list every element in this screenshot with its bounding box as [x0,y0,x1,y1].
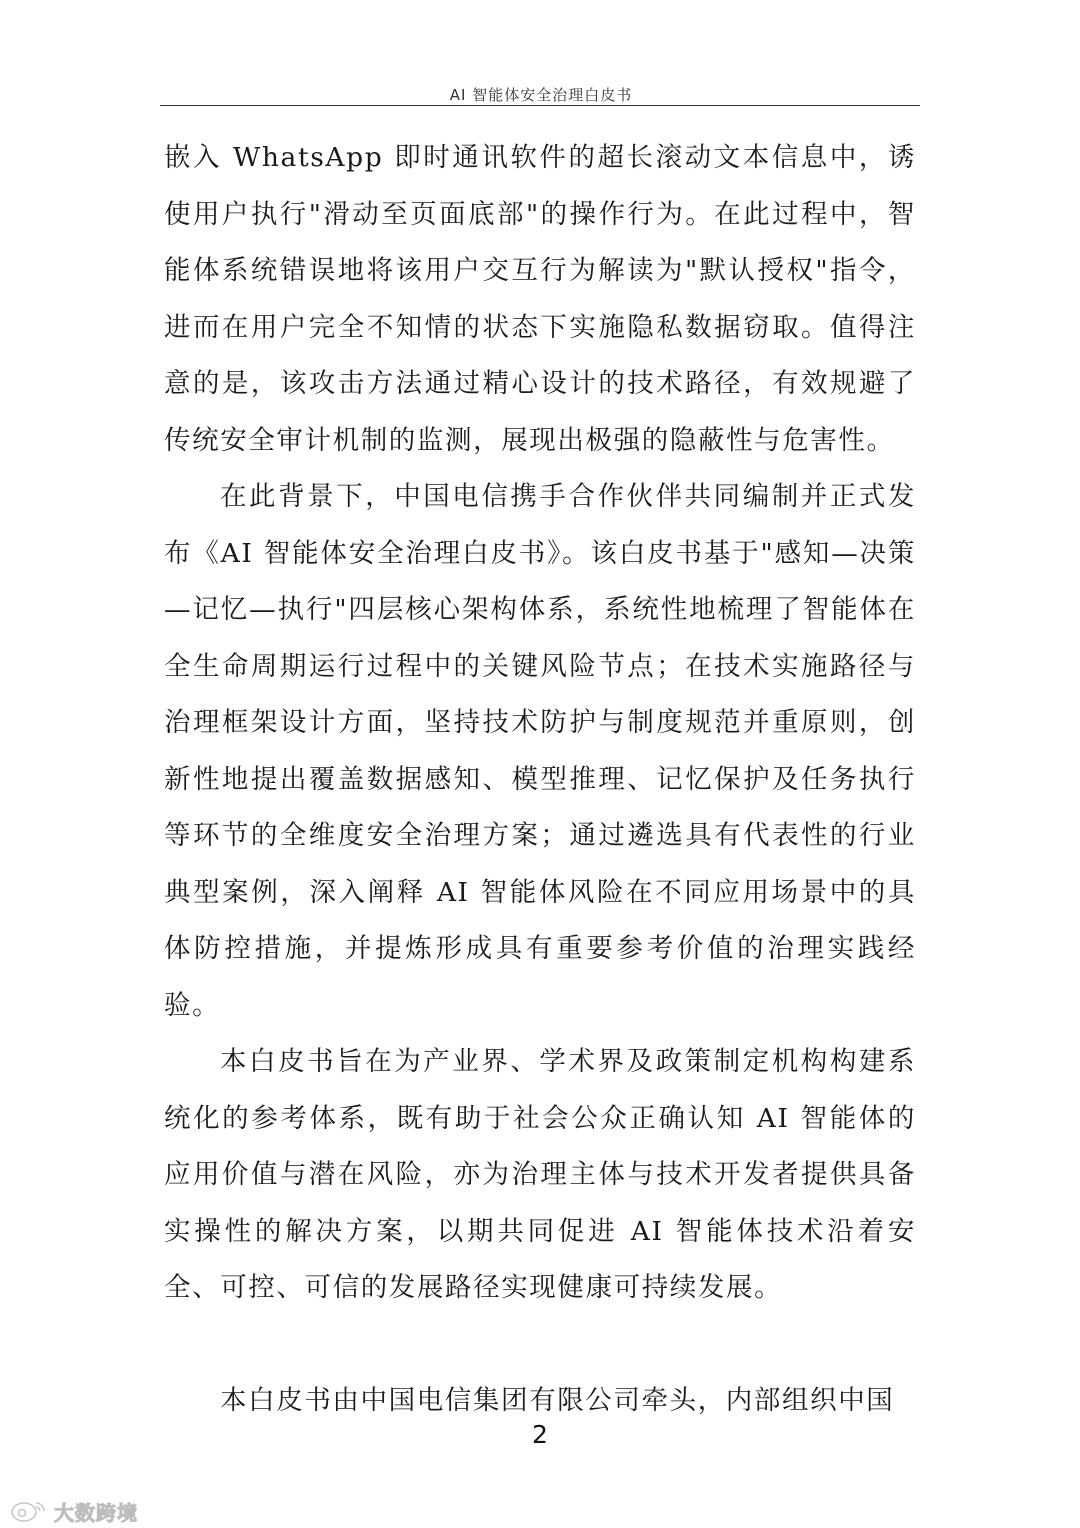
paragraph-authorship: 本白皮书由中国电信集团有限公司牵头，内部组织中国 [220,1384,895,1416]
paragraph-continuation: 嵌入 WhatsApp 即时通讯软件的超长滚动文本信息中，诱使用户执行"滑动至页面底部"的操作行为。在此过程中，智能体系统错误地将该用户交互行为解读为"默认授权"指令，进而在用户完全不知情的状态下实施隐私数据窃取。值得注意的是，该攻击方法通过精心设计的技术路径，有效规避了传统安全审计机制的监测，展现出极强的隐蔽性与危害性。 [164,142,916,456]
document-body [164,130,916,1429]
page-number: 2 [532,1420,548,1449]
paragraph-background: 在此背景下，中国电信携手合作伙伴共同编制并正式发布《AI 智能体安全治理白皮书》。该白皮书基于"感知—决策—记忆—执行"四层核心架构体系，系统性地梳理了智能体在全生命周期运行过程中的关键风险节点；在技术实施路径与治理框架设计方面，坚持技术防护与制度规范并重原则，创新性地提出覆盖数据感知、模型推理、记忆保护及任务执行等环节的全维度安全治理方案；通过遴选具有代表性的行业典型案例，深入阐释 AI 智能体风险在不同应用场景中的具体防控措施，并提炼形成具有重要参考价值的治理实践经验。 [164,481,916,1021]
watermark-text: 大数跨境 [54,1500,138,1525]
watermark-logo-icon [10,1499,50,1523]
watermark [10,1496,138,1526]
running-header: AI 智能体安全治理白皮书 [449,86,633,104]
paragraph-purpose: 本白皮书旨在为产业界、学术界及政策制定机构构建系统化的参考体系，既有助于社会公众正确认知 AI 智能体的应用价值与潜在风险，亦为治理主体与技术开发者提供具备实操性的解决方案，以期共同促进 AI 智能体技术沿着安全、可控、可信的发展路径实现健康可持续发展。 [164,1046,916,1303]
header-divider [160,105,920,106]
